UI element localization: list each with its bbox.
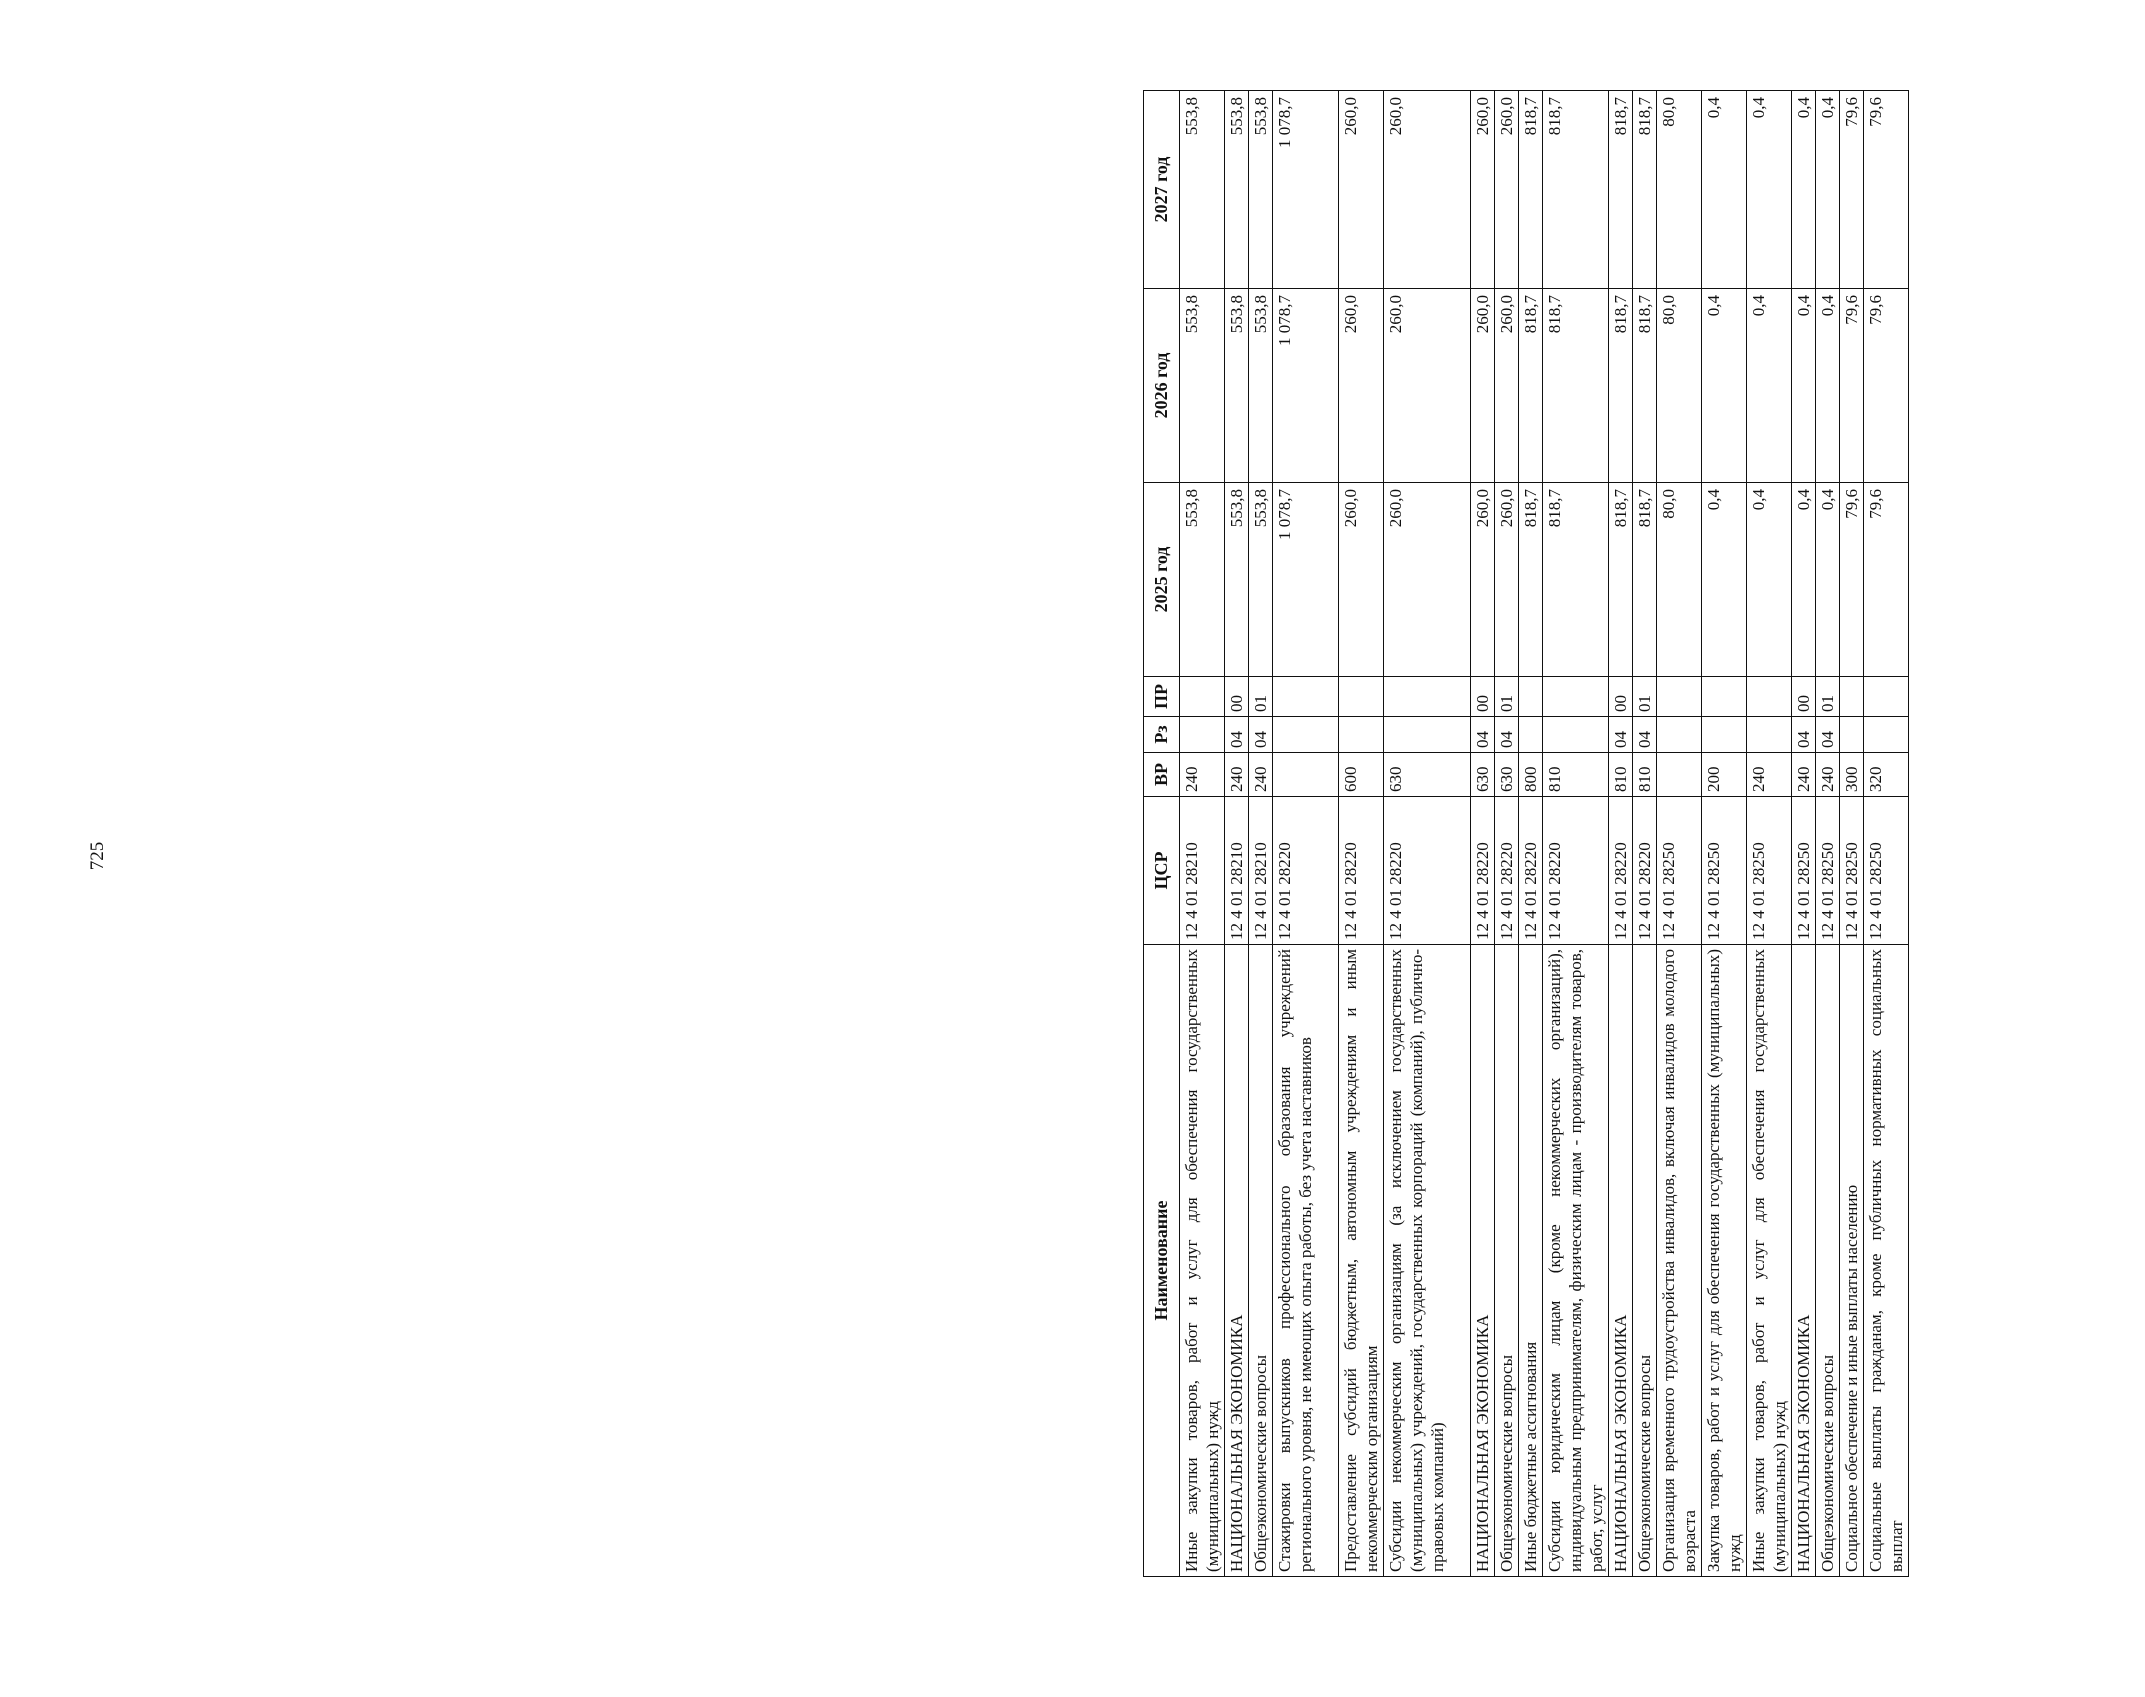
- cell-2025: 553,8: [1225, 483, 1249, 677]
- cell-vr: 240: [1225, 753, 1249, 797]
- cell-2026: 0,4: [1792, 289, 1816, 483]
- cell-pr: [1840, 677, 1864, 717]
- cell-pr: [1519, 677, 1543, 717]
- cell-csr: 12 4 01 28250: [1840, 797, 1864, 945]
- cell-2026: 553,8: [1249, 289, 1273, 483]
- cell-name: Иные закупки товаров, работ и услуг для обеспечения государственных (муниципальных) нужд: [1180, 945, 1225, 1577]
- cell-2025: 0,4: [1702, 483, 1747, 677]
- cell-rz: [1864, 717, 1909, 753]
- cell-pr: [1864, 677, 1909, 717]
- cell-rz: 04: [1816, 717, 1840, 753]
- header-rz: Рз: [1144, 717, 1180, 753]
- cell-rz: [1384, 717, 1471, 753]
- header-vr: ВР: [1144, 753, 1180, 797]
- cell-rz: [1747, 717, 1792, 753]
- cell-rz: [1180, 717, 1225, 753]
- cell-2027: 260,0: [1495, 91, 1519, 289]
- cell-csr: 12 4 01 28250: [1702, 797, 1747, 945]
- table-row: [1471, 91, 1495, 1577]
- table-header-row: [1144, 91, 1180, 1577]
- cell-2025: 0,4: [1792, 483, 1816, 677]
- cell-csr: 12 4 01 28250: [1657, 797, 1702, 945]
- cell-2027: 553,8: [1225, 91, 1249, 289]
- cell-csr: 12 4 01 28220: [1543, 797, 1609, 945]
- rotated-table-frame: [1143, 91, 2145, 1577]
- cell-2026: 0,4: [1747, 289, 1792, 483]
- cell-2025: 818,7: [1519, 483, 1543, 677]
- cell-rz: [1273, 717, 1339, 753]
- cell-vr: 630: [1495, 753, 1519, 797]
- cell-2025: 553,8: [1249, 483, 1273, 677]
- cell-vr: 320: [1864, 753, 1909, 797]
- cell-rz: 04: [1792, 717, 1816, 753]
- cell-pr: [1543, 677, 1609, 717]
- table-row: [1792, 91, 1816, 1577]
- cell-2025: 818,7: [1633, 483, 1657, 677]
- cell-2027: 1 078,7: [1273, 91, 1339, 289]
- cell-name: Стажировки выпускников профессионального образования учреждений регионального уровня, не имеющих опыта работы, без учета наставников: [1273, 945, 1339, 1577]
- cell-vr: 800: [1519, 753, 1543, 797]
- cell-2027: 0,4: [1747, 91, 1792, 289]
- cell-2026: 260,0: [1384, 289, 1471, 483]
- table-row: [1747, 91, 1792, 1577]
- cell-csr: 12 4 01 28220: [1495, 797, 1519, 945]
- cell-rz: [1702, 717, 1747, 753]
- cell-pr: 01: [1495, 677, 1519, 717]
- cell-2027: 818,7: [1633, 91, 1657, 289]
- cell-2026: 553,8: [1180, 289, 1225, 483]
- cell-csr: 12 4 01 28220: [1339, 797, 1384, 945]
- cell-2027: 260,0: [1471, 91, 1495, 289]
- cell-vr: 810: [1543, 753, 1609, 797]
- cell-2025: 80,0: [1657, 483, 1702, 677]
- cell-pr: 00: [1225, 677, 1249, 717]
- cell-2026: 79,6: [1864, 289, 1909, 483]
- cell-vr: 630: [1384, 753, 1471, 797]
- cell-pr: [1180, 677, 1225, 717]
- table-row: [1273, 91, 1339, 1577]
- table-row: [1249, 91, 1273, 1577]
- cell-2025: 260,0: [1495, 483, 1519, 677]
- cell-2025: 260,0: [1384, 483, 1471, 677]
- table-row: [1495, 91, 1519, 1577]
- cell-csr: 12 4 01 28220: [1609, 797, 1633, 945]
- cell-2027: 79,6: [1864, 91, 1909, 289]
- cell-pr: 00: [1471, 677, 1495, 717]
- cell-name: Иные закупки товаров, работ и услуг для обеспечения государственных (муниципальных) нужд: [1747, 945, 1792, 1577]
- cell-csr: 12 4 01 28250: [1864, 797, 1909, 945]
- cell-vr: 240: [1249, 753, 1273, 797]
- cell-csr: 12 4 01 28250: [1747, 797, 1792, 945]
- table-row: [1633, 91, 1657, 1577]
- cell-csr: 12 4 01 28210: [1180, 797, 1225, 945]
- header-2027: 2027 год: [1144, 91, 1180, 289]
- cell-2025: 818,7: [1609, 483, 1633, 677]
- cell-csr: 12 4 01 28220: [1384, 797, 1471, 945]
- header-2026: 2026 год: [1144, 289, 1180, 483]
- cell-2027: 553,8: [1180, 91, 1225, 289]
- header-csr: ЦСР: [1144, 797, 1180, 945]
- cell-2027: 79,6: [1840, 91, 1864, 289]
- cell-csr: 12 4 01 28220: [1471, 797, 1495, 945]
- cell-2027: 0,4: [1792, 91, 1816, 289]
- cell-pr: [1747, 677, 1792, 717]
- cell-rz: [1519, 717, 1543, 753]
- cell-2026: 818,7: [1543, 289, 1609, 483]
- cell-pr: 00: [1609, 677, 1633, 717]
- table-row: [1840, 91, 1864, 1577]
- cell-vr: [1273, 753, 1339, 797]
- cell-vr: 600: [1339, 753, 1384, 797]
- table-row: [1657, 91, 1702, 1577]
- cell-2026: 818,7: [1519, 289, 1543, 483]
- cell-2026: 818,7: [1633, 289, 1657, 483]
- cell-2026: 553,8: [1225, 289, 1249, 483]
- cell-2027: 80,0: [1657, 91, 1702, 289]
- cell-rz: 04: [1495, 717, 1519, 753]
- cell-2027: 818,7: [1609, 91, 1633, 289]
- cell-csr: 12 4 01 28220: [1633, 797, 1657, 945]
- cell-vr: 240: [1816, 753, 1840, 797]
- table-row: [1225, 91, 1249, 1577]
- cell-name: НАЦИОНАЛЬНАЯ ЭКОНОМИКА: [1225, 945, 1249, 1577]
- table-row: [1609, 91, 1633, 1577]
- cell-pr: 01: [1816, 677, 1840, 717]
- cell-pr: [1339, 677, 1384, 717]
- cell-name: Социальное обеспечение и иные выплаты населению: [1840, 945, 1864, 1577]
- header-name: Наименование: [1144, 945, 1180, 1577]
- cell-2026: 260,0: [1339, 289, 1384, 483]
- cell-csr: 12 4 01 28250: [1816, 797, 1840, 945]
- cell-csr: 12 4 01 28250: [1792, 797, 1816, 945]
- cell-pr: [1384, 677, 1471, 717]
- table-row: [1180, 91, 1225, 1577]
- header-2025: 2025 год: [1144, 483, 1180, 677]
- cell-2026: 260,0: [1495, 289, 1519, 483]
- cell-pr: 01: [1633, 677, 1657, 717]
- cell-rz: 04: [1609, 717, 1633, 753]
- cell-2026: 1 078,7: [1273, 289, 1339, 483]
- cell-name: Общеэкономические вопросы: [1495, 945, 1519, 1577]
- cell-2025: 0,4: [1747, 483, 1792, 677]
- cell-vr: 810: [1609, 753, 1633, 797]
- cell-csr: 12 4 01 28210: [1249, 797, 1273, 945]
- cell-2026: 0,4: [1702, 289, 1747, 483]
- header-pr: ПР: [1144, 677, 1180, 717]
- cell-vr: 240: [1792, 753, 1816, 797]
- cell-name: НАЦИОНАЛЬНАЯ ЭКОНОМИКА: [1792, 945, 1816, 1577]
- cell-vr: 200: [1702, 753, 1747, 797]
- cell-vr: 240: [1180, 753, 1225, 797]
- cell-pr: [1657, 677, 1702, 717]
- cell-2026: 79,6: [1840, 289, 1864, 483]
- table-row: [1339, 91, 1384, 1577]
- cell-rz: [1543, 717, 1609, 753]
- table-row: [1519, 91, 1543, 1577]
- cell-2027: 260,0: [1339, 91, 1384, 289]
- cell-rz: 04: [1471, 717, 1495, 753]
- cell-2025: 1 078,7: [1273, 483, 1339, 677]
- cell-rz: 04: [1225, 717, 1249, 753]
- budget-table: [1143, 90, 1909, 1577]
- cell-name: НАЦИОНАЛЬНАЯ ЭКОНОМИКА: [1609, 945, 1633, 1577]
- cell-name: Предоставление субсидий бюджетным, автономным учреждениям и иным некоммерческим организациям: [1339, 945, 1384, 1577]
- cell-vr: 630: [1471, 753, 1495, 797]
- cell-name: Социальные выплаты гражданам, кроме публичных нормативных социальных выплат: [1864, 945, 1909, 1577]
- cell-2025: 79,6: [1864, 483, 1909, 677]
- cell-rz: [1339, 717, 1384, 753]
- cell-rz: 04: [1633, 717, 1657, 753]
- cell-2025: 260,0: [1339, 483, 1384, 677]
- cell-2027: 553,8: [1249, 91, 1273, 289]
- cell-name: Субсидии некоммерческим организациям (за исключением государственных (муниципальных) учреждений, государственных корпораций (компаний), публично-правовых компаний): [1384, 945, 1471, 1577]
- cell-name: Субсидии юридическим лицам (кроме некоммерческих организаций), индивидуальным предпринимателям, физическим лицам - производителям товаров, работ, услуг: [1543, 945, 1609, 1577]
- cell-pr: 01: [1249, 677, 1273, 717]
- cell-rz: 04: [1249, 717, 1273, 753]
- cell-2027: 818,7: [1543, 91, 1609, 289]
- cell-vr: 300: [1840, 753, 1864, 797]
- cell-2025: 79,6: [1840, 483, 1864, 677]
- cell-2027: 260,0: [1384, 91, 1471, 289]
- table-row: [1384, 91, 1471, 1577]
- cell-pr: 00: [1792, 677, 1816, 717]
- cell-vr: 240: [1747, 753, 1792, 797]
- cell-name: Общеэкономические вопросы: [1633, 945, 1657, 1577]
- cell-2026: 80,0: [1657, 289, 1702, 483]
- table-row: [1864, 91, 1909, 1577]
- cell-rz: [1840, 717, 1864, 753]
- cell-name: Общеэкономические вопросы: [1249, 945, 1273, 1577]
- cell-2026: 0,4: [1816, 289, 1840, 483]
- table-row: [1816, 91, 1840, 1577]
- cell-csr: 12 4 01 28220: [1519, 797, 1543, 945]
- cell-2025: 260,0: [1471, 483, 1495, 677]
- cell-pr: [1702, 677, 1747, 717]
- cell-2025: 553,8: [1180, 483, 1225, 677]
- cell-rz: [1657, 717, 1702, 753]
- table-row: [1702, 91, 1747, 1577]
- cell-2025: 0,4: [1816, 483, 1840, 677]
- cell-2027: 818,7: [1519, 91, 1543, 289]
- cell-pr: [1273, 677, 1339, 717]
- cell-name: Закупка товаров, работ и услуг для обеспечения государственных (муниципальных) нужд: [1702, 945, 1747, 1577]
- cell-name: НАЦИОНАЛЬНАЯ ЭКОНОМИКА: [1471, 945, 1495, 1577]
- cell-name: Общеэкономические вопросы: [1816, 945, 1840, 1577]
- cell-name: Иные бюджетные ассигнования: [1519, 945, 1543, 1577]
- cell-vr: 810: [1633, 753, 1657, 797]
- page-number: 725: [87, 841, 108, 871]
- table-row: [1543, 91, 1609, 1577]
- cell-2027: 0,4: [1816, 91, 1840, 289]
- cell-2026: 260,0: [1471, 289, 1495, 483]
- cell-2025: 818,7: [1543, 483, 1609, 677]
- cell-2027: 0,4: [1702, 91, 1747, 289]
- cell-name: Организация временного трудоустройства инвалидов, включая инвалидов молодого возраста: [1657, 945, 1702, 1577]
- cell-csr: 12 4 01 28210: [1225, 797, 1249, 945]
- cell-vr: [1657, 753, 1702, 797]
- cell-2026: 818,7: [1609, 289, 1633, 483]
- cell-csr: 12 4 01 28220: [1273, 797, 1339, 945]
